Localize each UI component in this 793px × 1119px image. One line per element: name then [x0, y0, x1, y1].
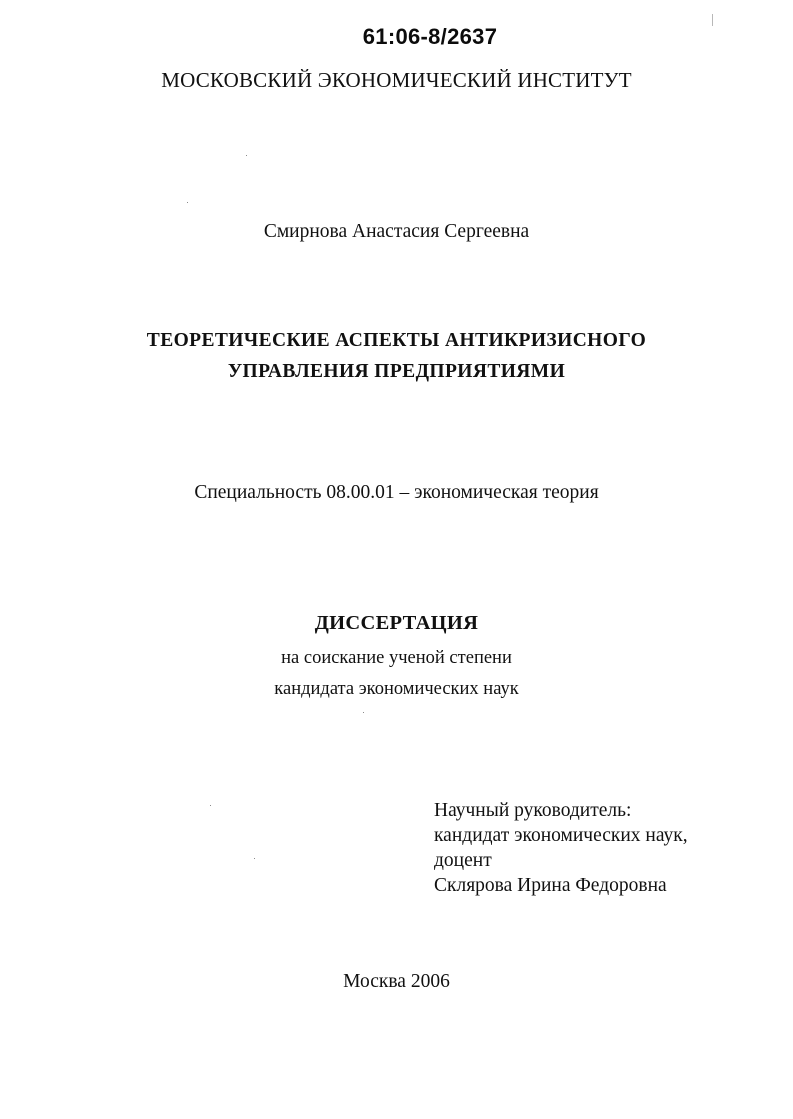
scan-speck — [210, 805, 211, 806]
author-name: Смирнова Анастасия Сергеевна — [263, 221, 530, 242]
supervisor-degree: кандидат экономических наук, — [434, 825, 688, 846]
scan-speck — [363, 712, 364, 713]
supervisor-rank: доцент — [434, 850, 492, 871]
dissertation-title-line-2: УПРАВЛЕНИЯ ПРЕДПРИЯТИЯМИ — [227, 361, 566, 382]
dissertation-title-line-1: ТЕОРЕТИЧЕСКИЕ АСПЕКТЫ АНТИКРИЗИСНОГО — [146, 330, 647, 351]
place-and-year: Москва 2006 — [343, 971, 450, 992]
institution-name: МОСКОВСКИЙ ЭКОНОМИЧЕСКИЙ ИНСТИТУТ — [161, 68, 632, 92]
supervisor-name: Склярова Ирина Федоровна — [434, 875, 667, 896]
specialty-line: Специальность 08.00.01 – экономическая теория — [194, 482, 599, 503]
supervisor-role: Научный руководитель: — [434, 800, 632, 821]
degree-line-2: кандидата экономических наук — [274, 679, 519, 699]
supervisor-block — [434, 798, 688, 898]
scan-speck — [254, 858, 255, 859]
degree-line-1: на соискание ученой степени — [281, 648, 512, 668]
work-type-heading: ДИССЕРТАЦИЯ — [314, 612, 479, 634]
scan-speck — [187, 202, 188, 203]
scan-speck — [246, 155, 247, 156]
archive-code-stamp: 61:06-8/2637 — [362, 24, 498, 49]
scan-edge-mark — [712, 14, 713, 26]
